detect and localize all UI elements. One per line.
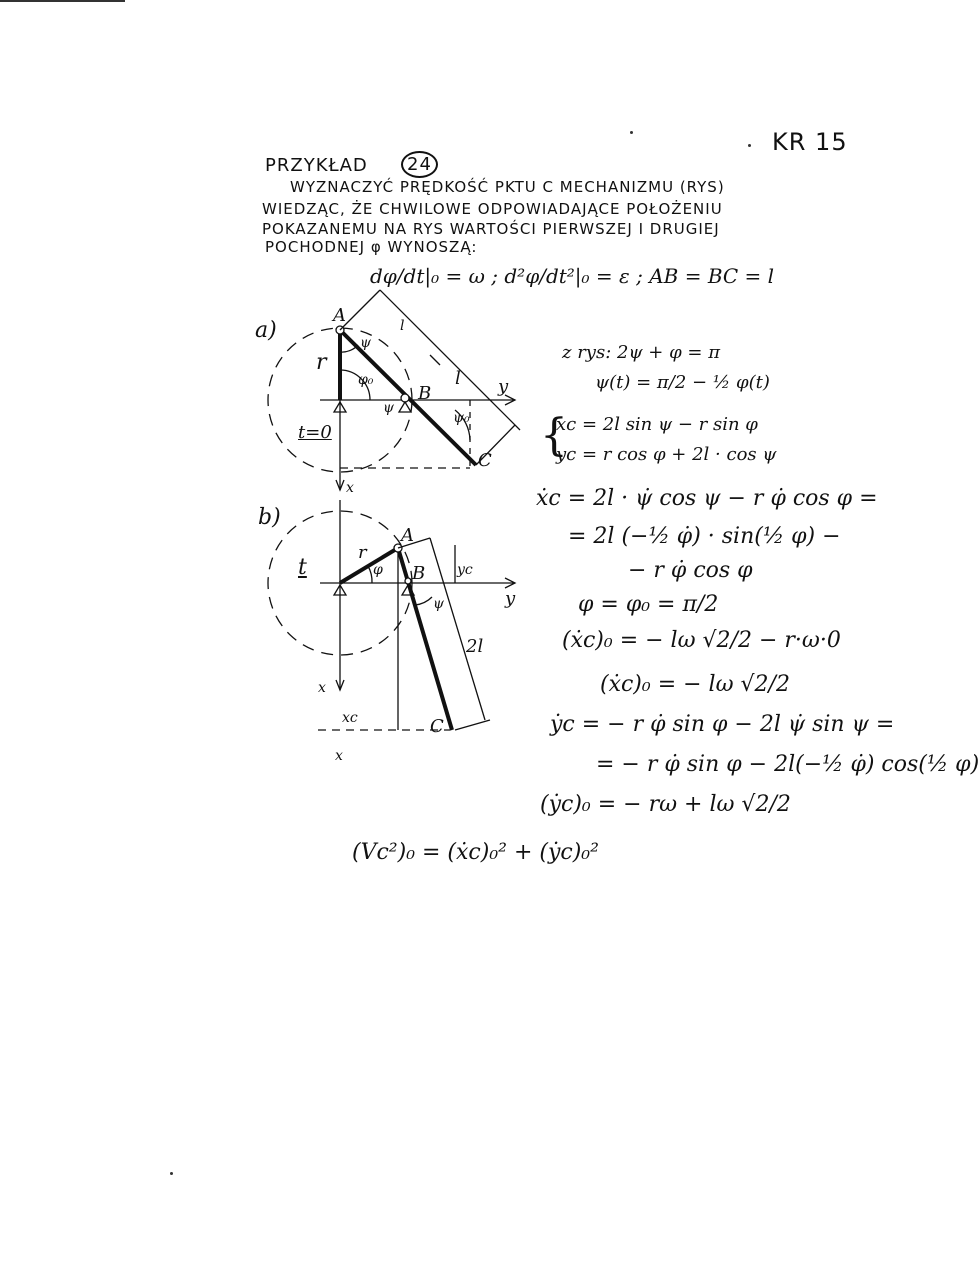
figure-b-crank-r xyxy=(340,548,398,583)
figure-a-point-C: C xyxy=(478,450,492,471)
example-number: 24 xyxy=(401,151,438,178)
figure-a-y-label: y xyxy=(498,376,509,397)
figure-b-yc: yc xyxy=(457,562,473,578)
figure-b-x-label: x xyxy=(318,680,326,696)
eq-velocity-squared: (Vc²)₀ = (ẋc)₀² + (ẏc)₀² xyxy=(352,840,599,865)
eq-xc0-full: (ẋc)₀ = − lω √2/2 − r·ω·0 xyxy=(562,628,841,653)
figure-b-label: b) xyxy=(258,505,281,530)
sheet-code: KR 15 xyxy=(772,128,848,156)
figure-a-psi-b: ψ xyxy=(383,400,394,416)
figure-b-y-label: y xyxy=(505,588,516,609)
example-label: PRZYKŁAD xyxy=(265,155,368,176)
eq-xc-dot-cont: = 2l (−½ φ̇) · sin(½ φ) − xyxy=(568,524,841,549)
figure-b-psi: ψ xyxy=(433,596,444,612)
system-brace: { xyxy=(540,410,568,461)
figure-b-point-A: A xyxy=(401,525,414,546)
figure-a-psi0: ψ₀ xyxy=(453,410,470,426)
figure-b-point-C: C xyxy=(430,716,444,737)
figure-a-label: a) xyxy=(255,318,277,343)
task-line-2: WIEDZĄC, ŻE CHWILOWE ODPOWIADAJĄCE POŁOŻENIU xyxy=(262,200,723,218)
figure-a-t0: t=0 xyxy=(298,422,332,443)
figure-a-point-B: B xyxy=(418,383,432,404)
figure-b-xc: xc xyxy=(342,710,358,726)
figure-a-point-A: A xyxy=(333,305,346,326)
figure-b-2l: 2l xyxy=(466,636,484,657)
task-line-4: POCHODNEJ φ WYNOSZĄ: xyxy=(265,238,478,256)
eq-yc-dot: ẏc = − r φ̇ sin φ − 2l ψ̇ sin ψ = xyxy=(550,712,895,737)
eq-yc-dot-cont: = − r φ̇ sin φ − 2l(−½ φ̇) cos(½ φ) xyxy=(596,752,979,777)
figure-b-phi: φ xyxy=(373,562,383,578)
task-line-1: WYZNACZYĆ PRĘDKOŚĆ PKTU C MECHANIZMU (RYS) xyxy=(290,178,725,196)
figure-b-drawing xyxy=(268,500,515,730)
eq-yc0: (ẏc)₀ = − rω + lω √2/2 xyxy=(540,792,791,817)
figure-a-l-right: l xyxy=(455,368,461,389)
eq-xc0: (ẋc)₀ = − lω √2/2 xyxy=(600,672,790,697)
eq-xc-dot: ẋc = 2l · ψ̇ cos ψ − r φ̇ cos φ = xyxy=(536,486,878,511)
figure-a-l-top: l xyxy=(400,318,405,334)
eq-xc: xc = 2l sin ψ − r sin φ xyxy=(556,414,758,435)
figure-b-t: t xyxy=(298,555,307,580)
task-line-3: POKAZANEMU NA RYS WARTOŚCI PIERWSZEJ I DRUGIEJ xyxy=(262,220,720,238)
eq-psi-of-t: ψ(t) = π/2 − ½ φ(t) xyxy=(595,372,770,393)
figure-b-x-label-2: x xyxy=(335,748,343,764)
eq-yc: yc = r cos φ + 2l · cos ψ xyxy=(556,444,777,465)
figure-a-phi0: φ₀ xyxy=(358,372,374,388)
figure-a-r: r xyxy=(316,350,327,375)
eq-xc-dot-cont-2: − r φ̇ cos φ xyxy=(628,558,753,583)
figure-b-r: r xyxy=(358,542,367,563)
given-values: dφ/dt|₀ = ω ; d²φ/dt²|₀ = ε ; AB = BC = l xyxy=(370,264,775,288)
eq-angle-relation: z rys: 2ψ + φ = π xyxy=(562,342,721,363)
eq-phi-phi0: φ = φ₀ = π/2 xyxy=(578,592,719,617)
figure-a-x-label: x xyxy=(346,480,354,496)
figure-b-point-B: B xyxy=(412,563,426,584)
figure-a-psi: ψ xyxy=(360,335,371,351)
